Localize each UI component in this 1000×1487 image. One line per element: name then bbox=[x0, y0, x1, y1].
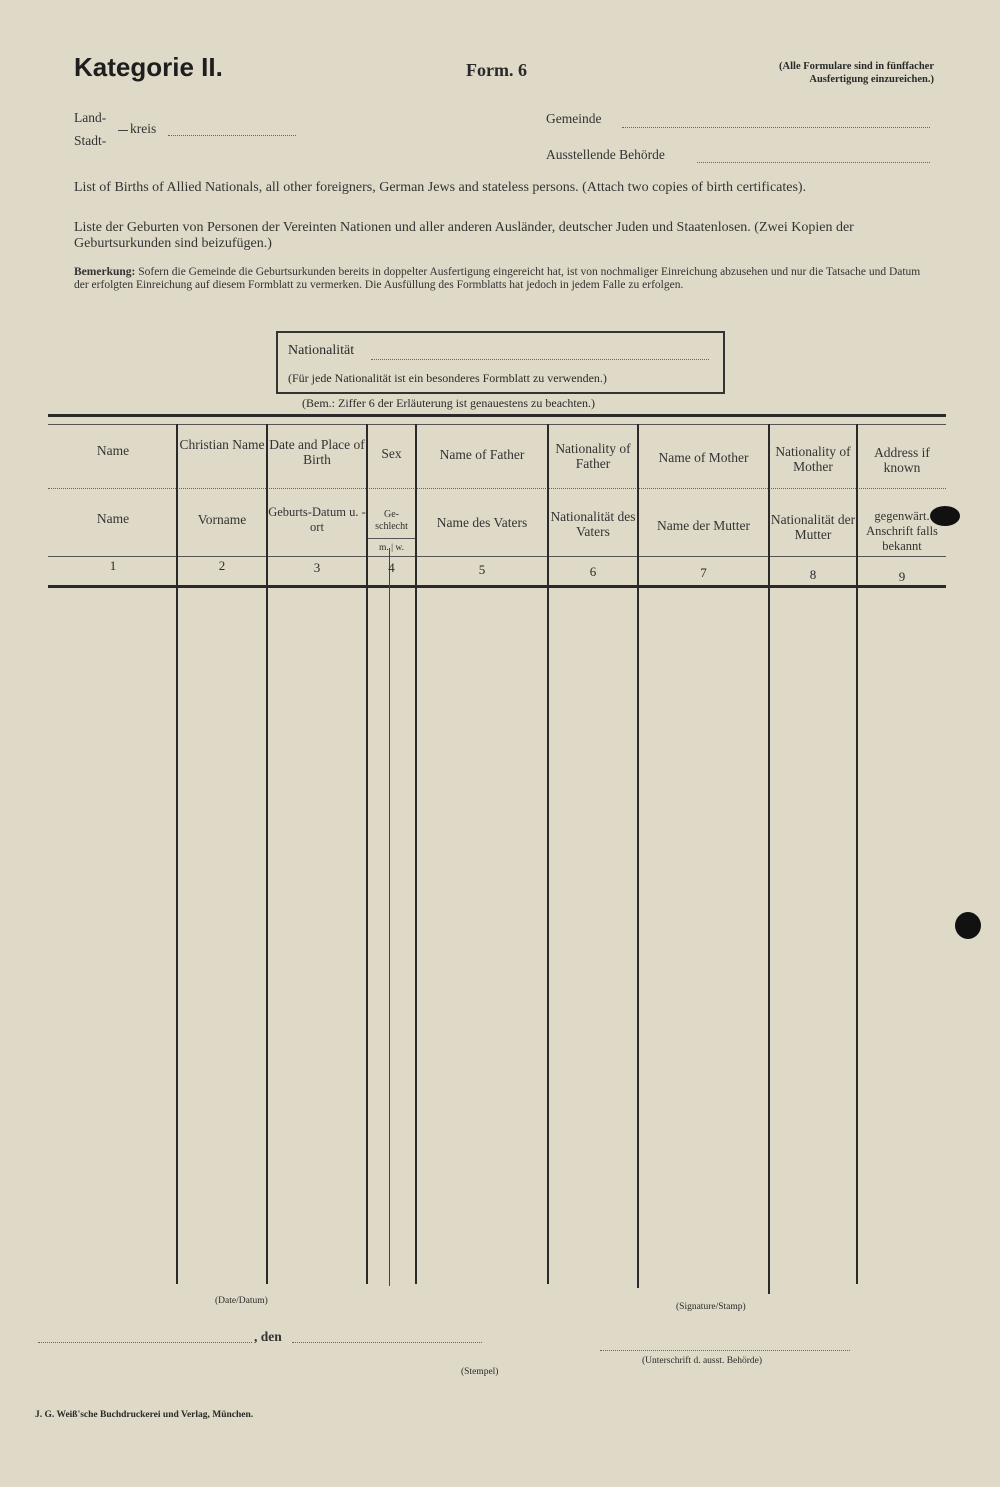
col-num-6: 6 bbox=[589, 564, 597, 579]
nationality-note: (Für jede Nationalität ist ein besonderes Formblatt zu verwenden.) bbox=[288, 371, 607, 385]
place-field[interactable] bbox=[292, 1342, 482, 1343]
bem-note: (Bem.: Ziffer 6 der Erläuterung ist genauestens zu beachten.) bbox=[302, 396, 595, 410]
signature-label: (Signature/Stamp) bbox=[676, 1302, 746, 1312]
col-mother-en: Name of Mother bbox=[658, 450, 749, 465]
unterschrift-label: (Unterschrift d. ausst. Behörde) bbox=[642, 1356, 763, 1366]
col-nat-mother-en: Nationality of Mother bbox=[775, 444, 851, 474]
sex-sub-rule bbox=[368, 538, 415, 539]
copies-note bbox=[700, 60, 934, 86]
den-label: , den bbox=[254, 1329, 282, 1344]
remark-text: Sofern die Gemeinde die Geburtsurkunden bereits in doppelter Ausfertigung eingereicht hat, ist von nochmaliger Einreichung abzusehen und nur die Tatsache und Datum der erfolgten Einreichung auf diesem Formblatt zu vermerken. Die Ausfüllung des Formblatts hat jedoch in jedem Falle zu erfolgen. bbox=[74, 266, 921, 291]
col-num-3: 3 bbox=[313, 560, 321, 575]
col-sex-de: Ge-schlecht bbox=[375, 509, 408, 532]
col-birth-de: Geburts-Datum u. -ort bbox=[268, 505, 366, 534]
col-name-en: Name bbox=[96, 443, 130, 458]
col-christian-en: Christian Name bbox=[179, 437, 265, 452]
printer-imprint: J. G. Weiß'sche Buchdruckerei und Verlag, München. bbox=[35, 1410, 254, 1420]
gemeinde-field[interactable] bbox=[622, 127, 930, 128]
table-lang-divider bbox=[48, 488, 946, 489]
copies-note-line2: Ausfertigung einzureichen.) bbox=[809, 74, 934, 85]
table-header-bottom bbox=[48, 585, 946, 588]
category-title: Kategorie II. bbox=[74, 52, 223, 82]
col-num-9: 9 bbox=[898, 569, 906, 584]
col-sex-en: Sex bbox=[381, 446, 402, 461]
col-num-7: 7 bbox=[700, 565, 707, 580]
behoerde-field[interactable] bbox=[697, 162, 930, 163]
land-label: Land- bbox=[74, 110, 107, 125]
col-birth-en: Date and Place of Birth bbox=[269, 437, 365, 467]
col-num-1: 1 bbox=[109, 558, 117, 573]
col-nat-father-en: Nationality of Father bbox=[555, 441, 631, 471]
nationality-field[interactable] bbox=[371, 359, 709, 360]
col-nat-father-de: Nationalität des Vaters bbox=[550, 509, 636, 539]
nationality-label: Nationalität bbox=[288, 343, 355, 358]
behoerde-label: Ausstellende Behörde bbox=[546, 147, 665, 162]
table-top-rule bbox=[48, 414, 946, 417]
table-body-entry-area[interactable] bbox=[50, 590, 944, 1280]
stempel-label: (Stempel) bbox=[461, 1367, 499, 1377]
copies-note-line1: (Alle Formulare sind in fünffacher bbox=[779, 61, 934, 72]
col-mother-de: Name der Mutter bbox=[657, 518, 750, 533]
col-num-2: 2 bbox=[218, 558, 226, 573]
gemeinde-label: Gemeinde bbox=[546, 111, 602, 126]
table-inner-rule bbox=[48, 424, 946, 425]
stadt-label: Stadt- bbox=[74, 133, 107, 148]
ink-blot-mark bbox=[930, 506, 960, 526]
col-name-de: Name bbox=[96, 511, 130, 526]
col-address-de: gegenwärt. Anschrift falls bekannt bbox=[866, 509, 938, 553]
date-label: (Date/Datum) bbox=[215, 1296, 268, 1306]
date-field[interactable] bbox=[38, 1342, 252, 1343]
col-num-8: 8 bbox=[809, 567, 817, 582]
form-number: Form. 6 bbox=[466, 60, 527, 80]
punch-hole-mark bbox=[955, 912, 981, 939]
col-num-5: 5 bbox=[478, 562, 486, 577]
remark-label: Bemerkung: bbox=[74, 266, 136, 278]
kreis-label: kreis bbox=[130, 121, 157, 136]
english-instruction: List of Births of Allied Nationals, all other foreigners, German Jews and stateless persons. (Attach two copies of birth certificates). bbox=[74, 180, 807, 195]
col-address-en: Address if known bbox=[874, 445, 930, 475]
kreis-dash bbox=[118, 130, 128, 131]
sex-sub-label: m. | w. bbox=[378, 543, 405, 553]
table-num-rule bbox=[48, 556, 946, 557]
col-father-de: Name des Vaters bbox=[436, 515, 528, 530]
col-father-en: Name of Father bbox=[439, 447, 525, 462]
german-instruction: Liste der Geburten von Personen der Vereinten Nationen und aller anderen Ausländer, deutscher Juden und Staatenlosen. (Zwei Kopien der Geburtsurkunden sind beizufügen.) bbox=[74, 220, 854, 251]
col-christian-de: Vorname bbox=[197, 512, 247, 527]
col-nat-mother-de: Nationalität der Mutter bbox=[770, 512, 856, 542]
remark bbox=[74, 266, 930, 292]
signature-field[interactable] bbox=[600, 1350, 850, 1351]
kreis-field[interactable] bbox=[168, 135, 296, 136]
nationality-box bbox=[276, 331, 725, 394]
col-num-4: 4 bbox=[388, 560, 395, 575]
